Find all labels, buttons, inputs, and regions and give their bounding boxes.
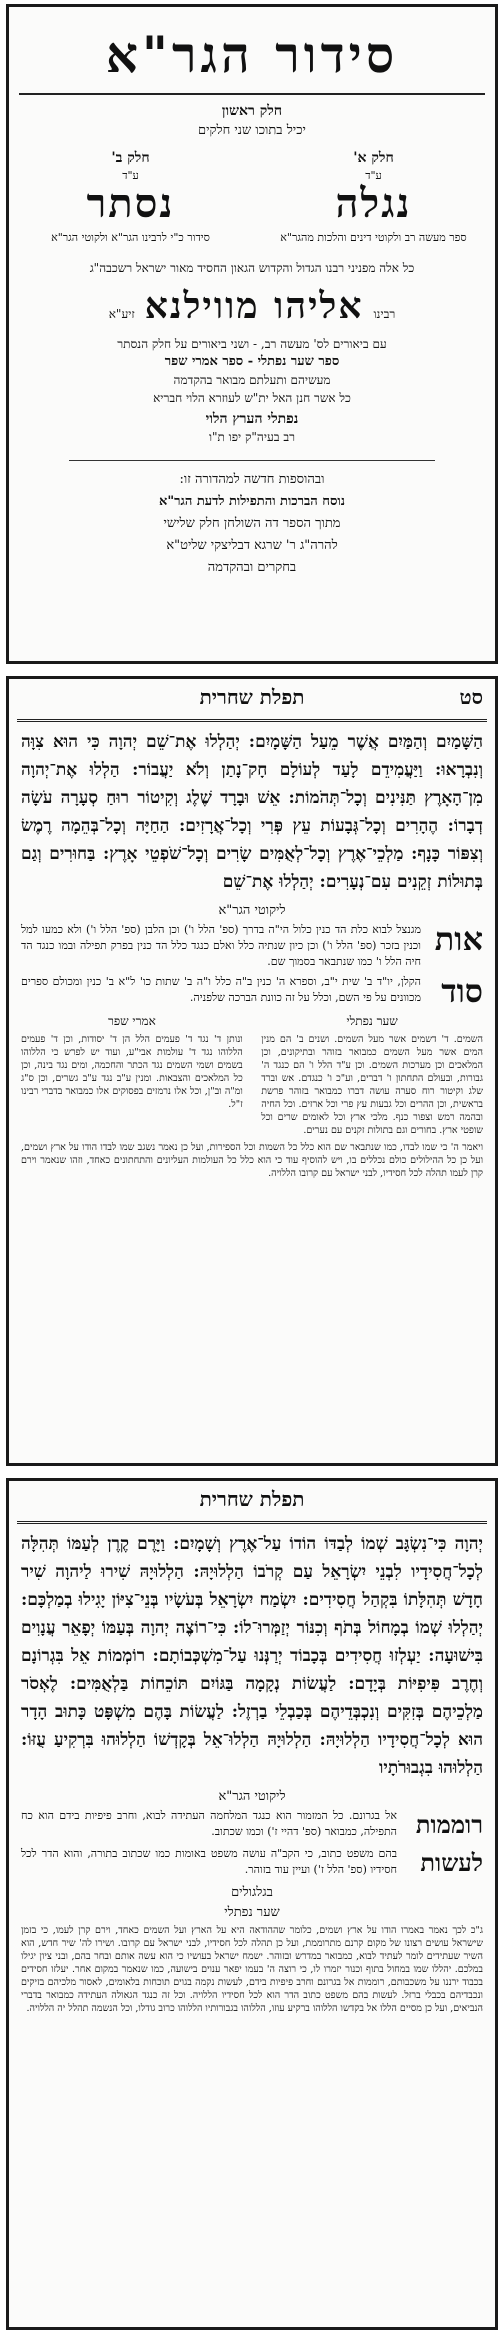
part-a <box>270 150 477 245</box>
commentary-line-1: עם ביאורים לס' מעשה רב, - ושני ביאורים על חלק הנסתר <box>117 337 387 351</box>
intro-line: כל אלה מפניני רבנו הגדול והקדוש הגאון החסיד מאור ישראל רשכבה"ג <box>89 261 415 275</box>
rabbi-name: אליהו מווילנא <box>144 285 364 327</box>
commentary-text: מגנצל לבוא כלת הד כנין כלול הי"ה בדרך (ספ' הלל ו') וכן הלבן (ספ' הלל ו') ולא כמעו למל וכנין בזכר (ספ' הלל ו') וכן כיון שנתיה כלל ואלם כנגד כלל הד כנין בפרק תפילה ובמו כנגד הד חיה הלל ו' כמו שנתבאר בסמוך שם. <box>21 923 421 968</box>
commentary-columns <box>21 1014 483 1137</box>
part-b-sub: ע"ד <box>122 169 139 182</box>
commentary-text: הקלן, יו"ד ב' שית י"ב, וספרא ה' כנין ב"ה כלל ו"ה ב' שתות כו' ל"א ב' כנין ומכולם ספרים מכוונים על פי השם, וכלל על זה כוונת הברכה שלפניה. <box>21 975 421 1004</box>
rabbi-suffix: זיע"א <box>108 307 135 321</box>
section-title: ליקוטי הגר"א <box>218 1789 286 1804</box>
page-header-title: תפלת שחרית <box>199 1487 305 1511</box>
contains-two-parts: יכיל בתוכו שני חלקים <box>198 123 306 138</box>
page-header-title: תפלת שחרית <box>199 685 305 709</box>
edition-line-3: מתוך הספר דה השולחן חלק שלישי <box>163 516 341 531</box>
commentary-keyword: רוממות <box>415 1810 483 1839</box>
prayer-page-sat <box>6 676 498 1466</box>
bottom-commentary: ויאמר ה' כי שמו לבדו, כמו שנתבאר שם הוא כלל כל השמות וכל הספירות, ועל כן נאמר נשגב שמו לבדו הודו על ארץ ושמים, ועל כן כל ההילולים כולם נכללים בו, ויש להוסיף עוד כי הוא כלל כל העולמות העליונים והתחתונים כאחד, וזהו שנאמר וירם קרן לעמו תהלה לכל חסידיו, לבני ישראל עם קרובו הללויה. <box>21 1142 483 1179</box>
commentary-entry <box>21 922 483 970</box>
editor-name: נפתלי הערץ הלוי <box>205 411 299 427</box>
commentary-line-3: מעשיהם ותעלתם מבואר בהקדמה <box>173 373 331 387</box>
edition-line-5: בחקרים ובהקדמה <box>207 560 297 575</box>
commentary-text: בהם משפט כתוב, כי הקב"ה עושה משפט באומות כמו שכתוב בתורה, והוא הדר לכל חסידיו (ספ' הלל ז') ועיין עוד בזוהר. <box>21 1847 397 1876</box>
prayer-page-continued <box>6 1478 498 2330</box>
part-a-sub: ע"ד <box>365 169 382 182</box>
commentary-full-text: ג"כ לכך נאמר באמרו הודו על ארץ ושמים, כלומר שההודאה היא על הארץ ועל השמים כאחד, וירם קרן לעמו, כי בזמן שישראל עושים רצונו של מקום קרנם מתרוממת, ועל כן תהלה לכל חסידיו, לבני ישראל עם קרובו. ושירו לה' שיר חדש, הוא השיר שעתידים לומר לעתיד לבוא, כמבואר במדרש ובזוהר. ישמח ישראל בעושיו כי הוא עשה אותם ובחר בהם, ובני ציון יגילו במלכם. יהללו שמו במחול בתוף וכנור יזמרו לו, כי רוצה ה' בעמו יפאר ענוים בישועה, כמו שנאמר במקום אחר. יעלזו חסידים בכבוד ירננו על משכבותם, רוממות אל בגרונם וחרב פיפיות בידם, לעשות נקמה בגוים תוכחות בלאומים, לאסור מלכיהם בזיקים ונכבדיהם בכבלי ברזל. לעשות בהם משפט כתוב הדר הוא לכל חסידיו הללויה. וכל זה כנגד הגאולה העתידה כמבואר בדברי הנביאים, ועל כן מסיים הללו אל בקדשו הללוהו ברקיע עוזו, הללוהו בגבורותיו הללוהו כרוב גודלו, וכל הנשמה תהלל יה הללויה. <box>21 1925 483 2014</box>
commentary-line-4: כל אשר חנן האל ית"ש לעוזרא הלוי חבריא <box>153 391 351 405</box>
parts-row <box>27 150 477 245</box>
commentary-keyword: אות <box>434 920 483 958</box>
commentary-keyword: סוד <box>441 972 483 1010</box>
commentary-entry <box>21 974 483 1008</box>
sub-label: בגלגולים <box>231 1885 273 1900</box>
page-number: סט <box>459 685 483 709</box>
column-shaar-naftali <box>261 1014 483 1137</box>
part-b-name: נסתר <box>86 180 175 227</box>
page-title: סידור הגר"א <box>105 24 399 84</box>
part-a-name: נגלה <box>335 180 412 227</box>
commentary-line-2: ספר שער נפתלי - ספר אמרי שפר <box>164 354 340 369</box>
part-b-desc: סידור כ"י לרבינו הגר"א ולקוטי הגר"א <box>51 231 210 244</box>
commentary-text: אל בגרונם. כל המזמור הוא כנגד המלחמה העתידה לבוא, וחרב פיפיות בידם הוא כח התפילה, כמבואר (ספ' דהיי ז') וכמו שכתוב. <box>21 1809 397 1838</box>
edition-line-4: להרה"ג ר' שרגא דבליצקי שליט"א <box>166 538 338 553</box>
edition-line-1: ובהוספות חדשה למהדורה זו: <box>179 472 325 487</box>
column-text: ונותן ד' נגד ד' פעמים הלל הן ד' יסודות, וכן ד' פעמים הללוהו נגד ד' עולמות אבי"ע, ועוד יש לפרש כי הללוהו בשמים ושמי השמים נגד הכתר והחכמה, ומים נגד בינה, וכן כל המלאכים והצבאות. ומנין ע"ב נגד ע"ב גשרים, וכן ס"ג ומ"ה וב"ן, וכל אלו נרמזים בפסוקים אלו כמבואר בדברי רבינו ז"ל. <box>21 1034 243 1110</box>
column-imrei-shefer <box>21 1014 243 1137</box>
part-one-heading: חלק ראשון <box>221 103 283 119</box>
commentary-keyword: לעשות <box>420 1848 483 1877</box>
rabbi-line <box>9 285 495 327</box>
divider <box>69 460 435 461</box>
title-page <box>6 4 498 664</box>
part-b <box>27 150 234 245</box>
part-a-heading: חלק א' <box>353 150 394 166</box>
page-header <box>17 1481 487 1524</box>
title-box <box>19 15 485 95</box>
prayer-text: הַשָּׁמַיִם וְהַמַּיִם אֲשֶׁר מֵעַל הַשָּׁמָיִם: יְהַלְלוּ אֶת־שֵׁם יְהוָה כִּי הוּא צִוָּה וְנִבְרָאוּ: וַיַּעֲמִידֵם לָעַד לְעוֹלָם חָק־נָתַן וְלֹא יַעֲבוֹר: הַלְלוּ אֶת־יְהוָה מִן־הָאָרֶץ תַּנִּינִים וְכָל־תְּהֹמוֹת: אֵשׁ וּבָרָד שֶׁלֶג וְקִיטוֹר רוּחַ סְעָרָה עֹשָׂה דְבָרוֹ: הֶהָרִים וְכָל־גְּבָעוֹת עֵץ פְּרִי וְכָל־אֲרָזִים: הַחַיָּה וְכָל־בְּהֵמָה רֶמֶשׂ וְצִפּוֹר כָּנָף: מַלְכֵי־אֶרֶץ וְכָל־לְאֻמִּים שָׂרִים וְכָל־שֹׁפְטֵי אָרֶץ: בַּחוּרִים וְגַם בְּתוּלוֹת זְקֵנִים עִם־נְעָרִים: יְהַלְלוּ אֶת־שֵׁם <box>21 732 483 892</box>
part-a-desc: ספר מעשה רב ולקוטי דינים והלכות מהגר"א <box>280 231 467 244</box>
column-label: אמרי שפר <box>107 1014 156 1028</box>
part-b-heading: חלק ב' <box>111 150 150 166</box>
column-label: שער נפתלי <box>224 1905 280 1920</box>
commentary-entry <box>21 1846 483 1880</box>
rabbi-prefix: רבינו <box>373 307 396 321</box>
edition-line-2: נוסח הברכות והתפילות לדעת הגר"א <box>159 494 345 509</box>
editor-title: רב בעיה"ק יפו ת"ו <box>208 430 296 444</box>
column-label: שער נפתלי <box>346 1014 398 1028</box>
commentary-entry <box>21 1808 483 1842</box>
column-text: השמים. ד' דשמים אשר מעל השמים. ושנים ב' הם מנין המים אשר מעל השמים כמבואר בזוהר ובתיקונים, וכן המלאכים וכן מערכות השמים. וכן ע"ד הלל ו' הם כנגד ה' גבורות, ובעולם התחתון ו' דברים, וע"כ ו' כנגדם. אש וברד שלג וקיטור רוח סערה עושה דברו כמבואר בזוהר פרשת בראשית, וכן ההרים וכל גבעות עץ פרי וכל ארזים. וכל החיה ובהמה רמש וצפור כנף. מלכי ארץ וכל לאומים שרים וכל שופטי ארץ. בחורים וגם בתולות זקנים עם נערים. <box>261 1034 483 1136</box>
prayer-text: יְהוָה כִּי־נִשְׂגָּב שְׁמוֹ לְבַדּוֹ הוֹדוֹ עַל־אֶרֶץ וְשָׁמָיִם: וַיָּרֶם קֶרֶן לְעַמּוֹ תְּהִלָּה לְכָל־חֲסִידָיו לִבְנֵי יִשְׂרָאֵל עַם קְרֹבוֹ הַלְלוּיָהּ: הַלְלוּיָהּ שִׁירוּ לַיהוָה שִׁיר חָדָשׁ תְּהִלָּתוֹ בִּקְהַל חֲסִידִים: יִשְׂמַח יִשְׂרָאֵל בְּעֹשָׂיו בְּנֵי־צִיּוֹן יָגִילוּ בְמַלְכָּם: יְהַלְלוּ שְׁמוֹ בְמָחוֹל בְּתֹף וְכִנּוֹר יְזַמְּרוּ־לוֹ: כִּי־רוֹצֶה יְהוָה בְּעַמּוֹ יְפָאֵר עֲנָוִים בִּישׁוּעָה: יַעְלְזוּ חֲסִידִים בְּכָבוֹד יְרַנְּנוּ עַל־מִשְׁכְּבוֹתָם: רוֹמְמוֹת אֵל בִּגְרוֹנָם וְחֶרֶב פִּיפִיּוֹת בְּיָדָם: לַעֲשׂוֹת נְקָמָה בַּגּוֹיִם תּוֹכֵחוֹת בַּלְאֻמִּים: לֶאְסֹר מַלְכֵיהֶם בְּזִקִּים וְנִכְבְּדֵיהֶם בְּכַבְלֵי בַרְזֶל: לַעֲשׂוֹת בָּהֶם מִשְׁפָּט כָּתוּב הָדָר הוּא לְכָל־חֲסִידָיו הַלְלוּיָהּ: הַלְלוּיָהּ הַלְלוּ־אֵל בְּקָדְשׁוֹ הַלְלוּהוּ בִּרְקִיעַ עֻזּוֹ: הַלְלוּהוּ בִגְבוּרֹתָיו <box>21 1534 483 1778</box>
section-title: ליקוטי הגר"א <box>218 903 286 918</box>
page-header <box>17 679 487 722</box>
